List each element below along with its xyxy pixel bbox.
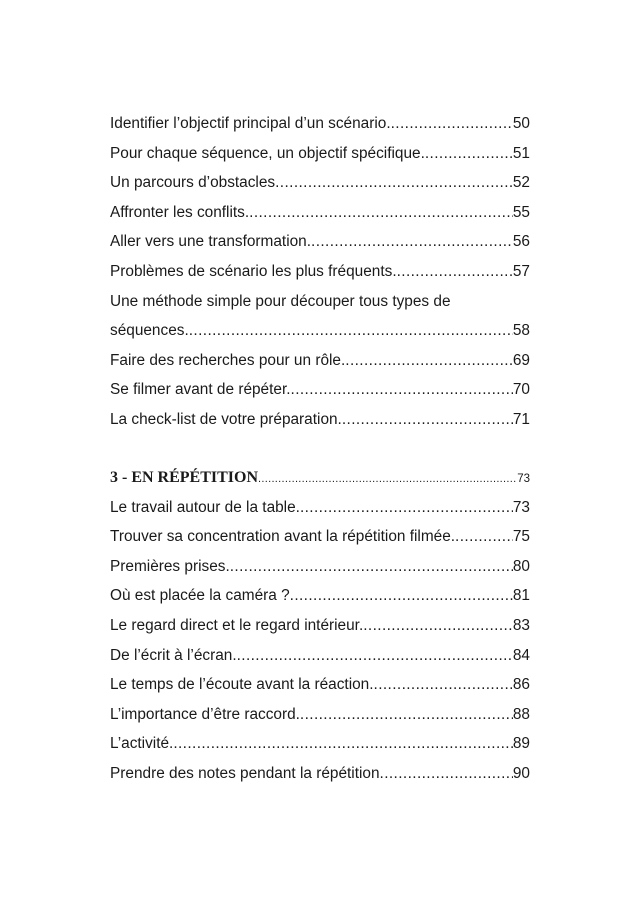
dot-leader bbox=[397, 257, 513, 287]
toc-list-chapter-2 bbox=[110, 109, 530, 435]
toc-entry-title: Faire des recherches pour un rôle. bbox=[110, 346, 345, 376]
section-heading-title: 3 - EN RÉPÉTITION bbox=[110, 469, 259, 486]
toc-entry-title: Problèmes de scénario les plus fréquents. bbox=[110, 257, 397, 287]
toc-entry-title: Où est placée la caméra ? bbox=[110, 581, 290, 611]
dot-leader bbox=[275, 168, 513, 198]
toc-entry[interactable] bbox=[110, 611, 530, 641]
toc-entry-title: Trouver sa concentration avant la répétition filmée. bbox=[110, 522, 455, 552]
toc-entry-title: Le travail autour de la table. bbox=[110, 493, 300, 523]
toc-entry-page: 56 bbox=[512, 233, 530, 251]
toc-entry[interactable] bbox=[110, 405, 530, 435]
dot-leader bbox=[425, 139, 513, 169]
toc-entry-title-line2: séquences. bbox=[110, 316, 189, 346]
dot-leader bbox=[345, 346, 513, 376]
dot-leader bbox=[237, 641, 513, 671]
dot-leader bbox=[374, 670, 513, 700]
dot-leader bbox=[391, 109, 513, 139]
toc-entry-page: 89 bbox=[512, 735, 530, 753]
section-heading-page: 73 bbox=[517, 473, 530, 485]
toc-entry-page: 57 bbox=[512, 262, 530, 280]
toc-entry[interactable] bbox=[110, 139, 530, 169]
toc-entry-page: 73 bbox=[512, 498, 530, 516]
toc-entry[interactable] bbox=[110, 759, 530, 789]
dot-leader bbox=[291, 375, 513, 405]
toc-entry[interactable] bbox=[110, 227, 530, 257]
toc-entry-page: 88 bbox=[512, 705, 530, 723]
toc-entry-page: 90 bbox=[512, 764, 530, 782]
toc-entry-title: Le regard direct et le regard intérieur. bbox=[110, 611, 363, 641]
toc-entry-title: L’activité. bbox=[110, 729, 173, 759]
toc-entry-page: 69 bbox=[512, 351, 530, 369]
toc-entry[interactable] bbox=[110, 375, 530, 405]
section-heading-toc-entry[interactable] bbox=[110, 463, 530, 493]
dot-leader bbox=[189, 316, 513, 346]
toc-entry-title: Pour chaque séquence, un objectif spécifique. bbox=[110, 139, 425, 169]
toc-entry-title: De l’écrit à l’écran. bbox=[110, 641, 237, 671]
toc-entry-title: L’importance d’être raccord. bbox=[110, 700, 300, 730]
toc-entry-page: 81 bbox=[512, 587, 530, 605]
toc-entry-title-line1: Une méthode simple pour découper tous types de bbox=[110, 292, 451, 310]
toc-entry[interactable] bbox=[110, 581, 530, 611]
toc-entry-title: Affronter les conflits. bbox=[110, 198, 249, 228]
toc-entry-title: La check-list de votre préparation. bbox=[110, 405, 342, 435]
toc-entry-title: Premières prises. bbox=[110, 552, 230, 582]
toc-entry[interactable] bbox=[110, 700, 530, 730]
toc-entry-wrapped-line[interactable] bbox=[110, 287, 530, 317]
toc-entry[interactable] bbox=[110, 257, 530, 287]
toc-entry-title: Identifier l’objectif principal d’un scénario. bbox=[110, 109, 391, 139]
dot-leader bbox=[455, 522, 513, 552]
dot-leader bbox=[300, 493, 513, 523]
dot-leader bbox=[249, 198, 513, 228]
toc-entry-page: 51 bbox=[512, 144, 530, 162]
toc-entry-page: 75 bbox=[512, 528, 530, 546]
toc-entry[interactable] bbox=[110, 346, 530, 376]
toc-entry-page: 71 bbox=[512, 410, 530, 428]
toc-entry-title: Un parcours d’obstacles bbox=[110, 168, 275, 198]
toc-entry[interactable] bbox=[110, 552, 530, 582]
toc-entry[interactable] bbox=[110, 109, 530, 139]
toc-entry-title: Le temps de l’écoute avant la réaction. bbox=[110, 670, 374, 700]
toc-entry-page: 55 bbox=[512, 203, 530, 221]
toc-entry[interactable] bbox=[110, 198, 530, 228]
toc-entry-wrapped-continuation[interactable] bbox=[110, 316, 530, 346]
toc-entry-page: 86 bbox=[512, 676, 530, 694]
dot-leader bbox=[173, 729, 513, 759]
toc-entry-title: Prendre des notes pendant la répétition bbox=[110, 759, 380, 789]
toc-entry-page: 80 bbox=[512, 557, 530, 575]
toc-entry[interactable] bbox=[110, 522, 530, 552]
toc-entry[interactable] bbox=[110, 670, 530, 700]
toc-entry-title: Se filmer avant de répéter. bbox=[110, 375, 291, 405]
toc-entry[interactable] bbox=[110, 729, 530, 759]
toc-entry[interactable] bbox=[110, 641, 530, 671]
dot-leader bbox=[258, 465, 517, 493]
dot-leader bbox=[380, 759, 513, 789]
toc-entry-page: 84 bbox=[512, 646, 530, 664]
toc-entry-page: 50 bbox=[512, 115, 530, 132]
toc-entry[interactable] bbox=[110, 168, 530, 198]
dot-leader bbox=[230, 552, 513, 582]
dot-leader bbox=[300, 700, 513, 730]
toc-entry[interactable] bbox=[110, 493, 530, 523]
dot-leader bbox=[290, 581, 513, 611]
toc-entry-page: 83 bbox=[512, 616, 530, 634]
toc-list-chapter-3 bbox=[110, 463, 530, 789]
dot-leader bbox=[363, 611, 513, 641]
toc-entry-page: 70 bbox=[512, 381, 530, 399]
toc-entry-page: 52 bbox=[512, 174, 530, 192]
dot-leader bbox=[311, 227, 513, 257]
dot-leader bbox=[342, 405, 513, 435]
toc-entry-title: Aller vers une transformation. bbox=[110, 227, 311, 257]
toc-entry-page: 58 bbox=[512, 322, 530, 340]
